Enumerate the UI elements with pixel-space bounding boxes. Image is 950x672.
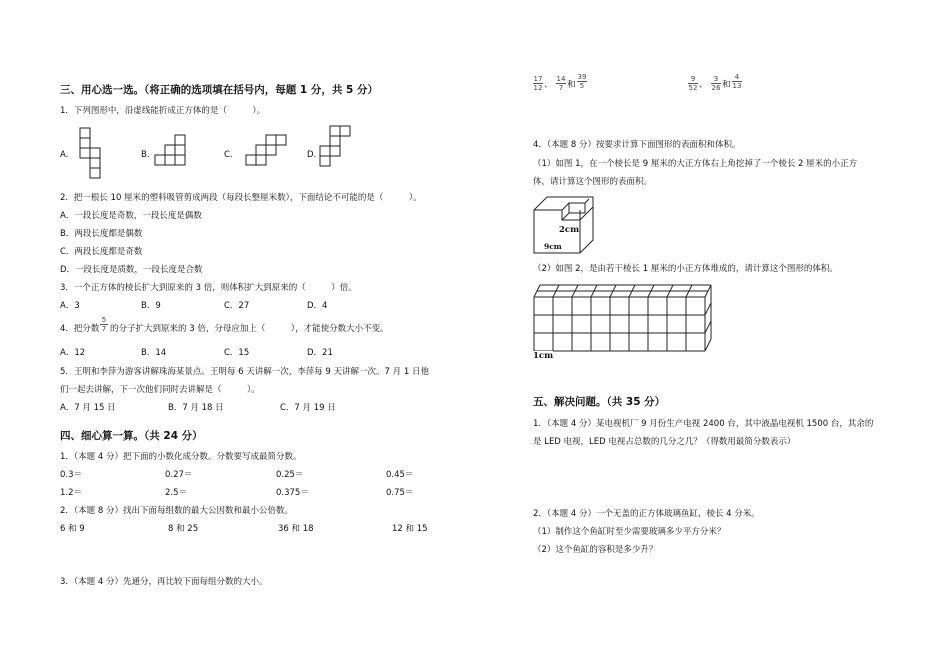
q4-fraction: 5 7 xyxy=(101,316,107,333)
cube-stack-figure-2 xyxy=(533,284,713,364)
q4-option-d: D．21 xyxy=(307,348,333,358)
decimal-item: 0.27＝ xyxy=(165,470,193,480)
section-4-title: 四、细心算一算。（共 24 分） xyxy=(60,430,203,442)
decimal-item: 0.3＝ xyxy=(60,470,83,480)
net-a-figure xyxy=(70,128,120,178)
cube-grid-line xyxy=(705,339,711,351)
s5-q2-line-2: （1）制作这个鱼缸时至少需要玻璃多少平方分米？ xyxy=(533,527,726,537)
q5-option-c: C．7 月 19 日 xyxy=(280,403,336,413)
q3-option-b: B．9 xyxy=(141,301,161,311)
net-d-figure xyxy=(320,126,360,176)
and-text: 和 xyxy=(722,80,731,90)
q2-option-c: C．两段长度都是奇数 xyxy=(60,247,143,257)
fraction: 17 12 xyxy=(533,75,543,92)
fraction: 39 5 xyxy=(577,73,587,90)
fraction: 4 13 xyxy=(732,73,742,90)
q2-option-d: D．一段长度是质数，一段长度是合数 xyxy=(60,265,203,275)
cube-grid-line xyxy=(705,321,711,333)
s5-q2-line-1: 2．（本题 4 分）一个无盖的正方体玻璃鱼缸，棱长 4 分米。 xyxy=(533,509,760,519)
q3-text: 3．一个正方体的棱长扩大到原来的 3 倍，则体积扩大到原来的（ ）倍。 xyxy=(60,283,357,293)
s5-q1-line-2: 是 LED 电视，LED 电视占总数的几分之几？（得数用最简分数表示） xyxy=(533,437,796,447)
q4-option-c: C．15 xyxy=(224,348,250,358)
decimal-item: 0.375＝ xyxy=(276,488,309,498)
q1-option-a: A. xyxy=(60,150,69,160)
label-9cm: 9cm xyxy=(544,242,562,251)
q4-option-a: A．12 xyxy=(60,348,86,358)
fraction: 14 7 xyxy=(556,75,566,92)
q5-option-b: B．7 月 18 日 xyxy=(168,403,224,413)
fraction: 3 26 xyxy=(711,75,721,92)
q4-option-b: B．14 xyxy=(141,348,167,358)
section-3-title: 三、用心选一选。（将正确的选项填在括号内，每题 1 分，共 5 分） xyxy=(60,84,378,96)
cube-grid-line xyxy=(705,303,711,315)
q1-option-c: C. xyxy=(224,150,233,160)
and-text: 和 xyxy=(567,80,576,90)
number-pair: 36 和 18 xyxy=(278,524,314,534)
s4-q1-text: 1．（本题 4 分）把下面的小数化成分数。分数要写成最简分数。 xyxy=(60,452,302,462)
q2-text: 2．把一根长 10 厘米的塑料吸管剪成两段（每段长整厘米数），下面结论不可能的是（ ）。 xyxy=(60,193,422,203)
net-b-figure xyxy=(155,135,195,175)
q4-text-start: 4．把分数 xyxy=(60,324,100,334)
net-c-figure xyxy=(236,135,286,175)
q3-option-d: D．4 xyxy=(307,301,328,311)
q1-option-d: D. xyxy=(307,150,317,160)
number-pair: 12 和 15 xyxy=(392,524,428,534)
section-5-title: 五、解决问题。（共 35 分） xyxy=(533,396,666,408)
s5-q2-line-3: （2）这个鱼缸的容积是多少升？ xyxy=(533,545,658,555)
decimal-item: 0.45＝ xyxy=(386,470,414,480)
r-q4-p2-text: （2）如图 2，是由若干棱长 1 厘米的小正方体堆成的，请计算这个图形的体积。 xyxy=(533,264,838,274)
separator: 、 xyxy=(544,80,553,90)
q2-option-a: A．一段长度是奇数，一段长度是偶数 xyxy=(60,211,202,221)
q3-option-c: C．27 xyxy=(224,301,250,311)
r-q4-p1-line-1: （1）如图 1，在一个棱长是 9 厘米的大正方体右上角挖掉了一个棱长 2 厘米的小正方 xyxy=(533,159,858,169)
q5-line-1: 5．王明和李萍为游客讲解珠海某景点。王明每 6 天讲解一次，李萍每 9 天讲解一次。7 月 1 日他 xyxy=(60,367,429,377)
q1-option-b: B. xyxy=(141,150,150,160)
r-q4-text: 4．（本题 8 分）按要求计算下面图形的表面积和体积。 xyxy=(533,140,741,150)
decimal-item: 0.75＝ xyxy=(386,488,414,498)
q2-option-b: B．两段长度都是偶数 xyxy=(60,229,143,239)
number-pair: 6 和 9 xyxy=(60,524,85,534)
decimal-item: 2.5＝ xyxy=(165,488,188,498)
fraction: 9 52 xyxy=(688,75,698,92)
number-pair: 8 和 25 xyxy=(168,524,199,534)
label-1cm: 1cm xyxy=(533,351,554,361)
label-2cm: 2cm xyxy=(559,225,580,235)
separator: 、 xyxy=(699,80,708,90)
r-q4-p1-line-2: 体，请计算这个图形的表面积。 xyxy=(533,177,653,187)
q5-option-a: A．7 月 15 日 xyxy=(60,403,116,413)
s4-q3-text: 3．（本题 4 分）先通分，再比较下面每组分数的大小。 xyxy=(60,577,268,587)
decimal-item: 0.25＝ xyxy=(276,470,304,480)
q4-text-end: 的分子扩大到原来的 3 倍，分母应加上（ ），才能使分数大小不变。 xyxy=(110,324,389,334)
q3-option-a: A．3 xyxy=(60,301,80,311)
q1-text: 1．下列图形中，沿虚线能折成正方体的是（ ）。 xyxy=(60,106,266,116)
s5-q1-line-1: 1．（本题 4 分）某电视机厂 9 月份生产电视 2400 台，其中液晶电视机 1500 台，其余的 xyxy=(533,419,874,429)
s4-q2-text: 2．（本题 8 分）找出下面每组数的最大公因数和最小公倍数。 xyxy=(60,506,293,516)
q5-line-2: 们一起去讲解，下一次他们同时去讲解是（ ）。 xyxy=(60,385,260,395)
decimal-item: 1.2＝ xyxy=(60,488,83,498)
